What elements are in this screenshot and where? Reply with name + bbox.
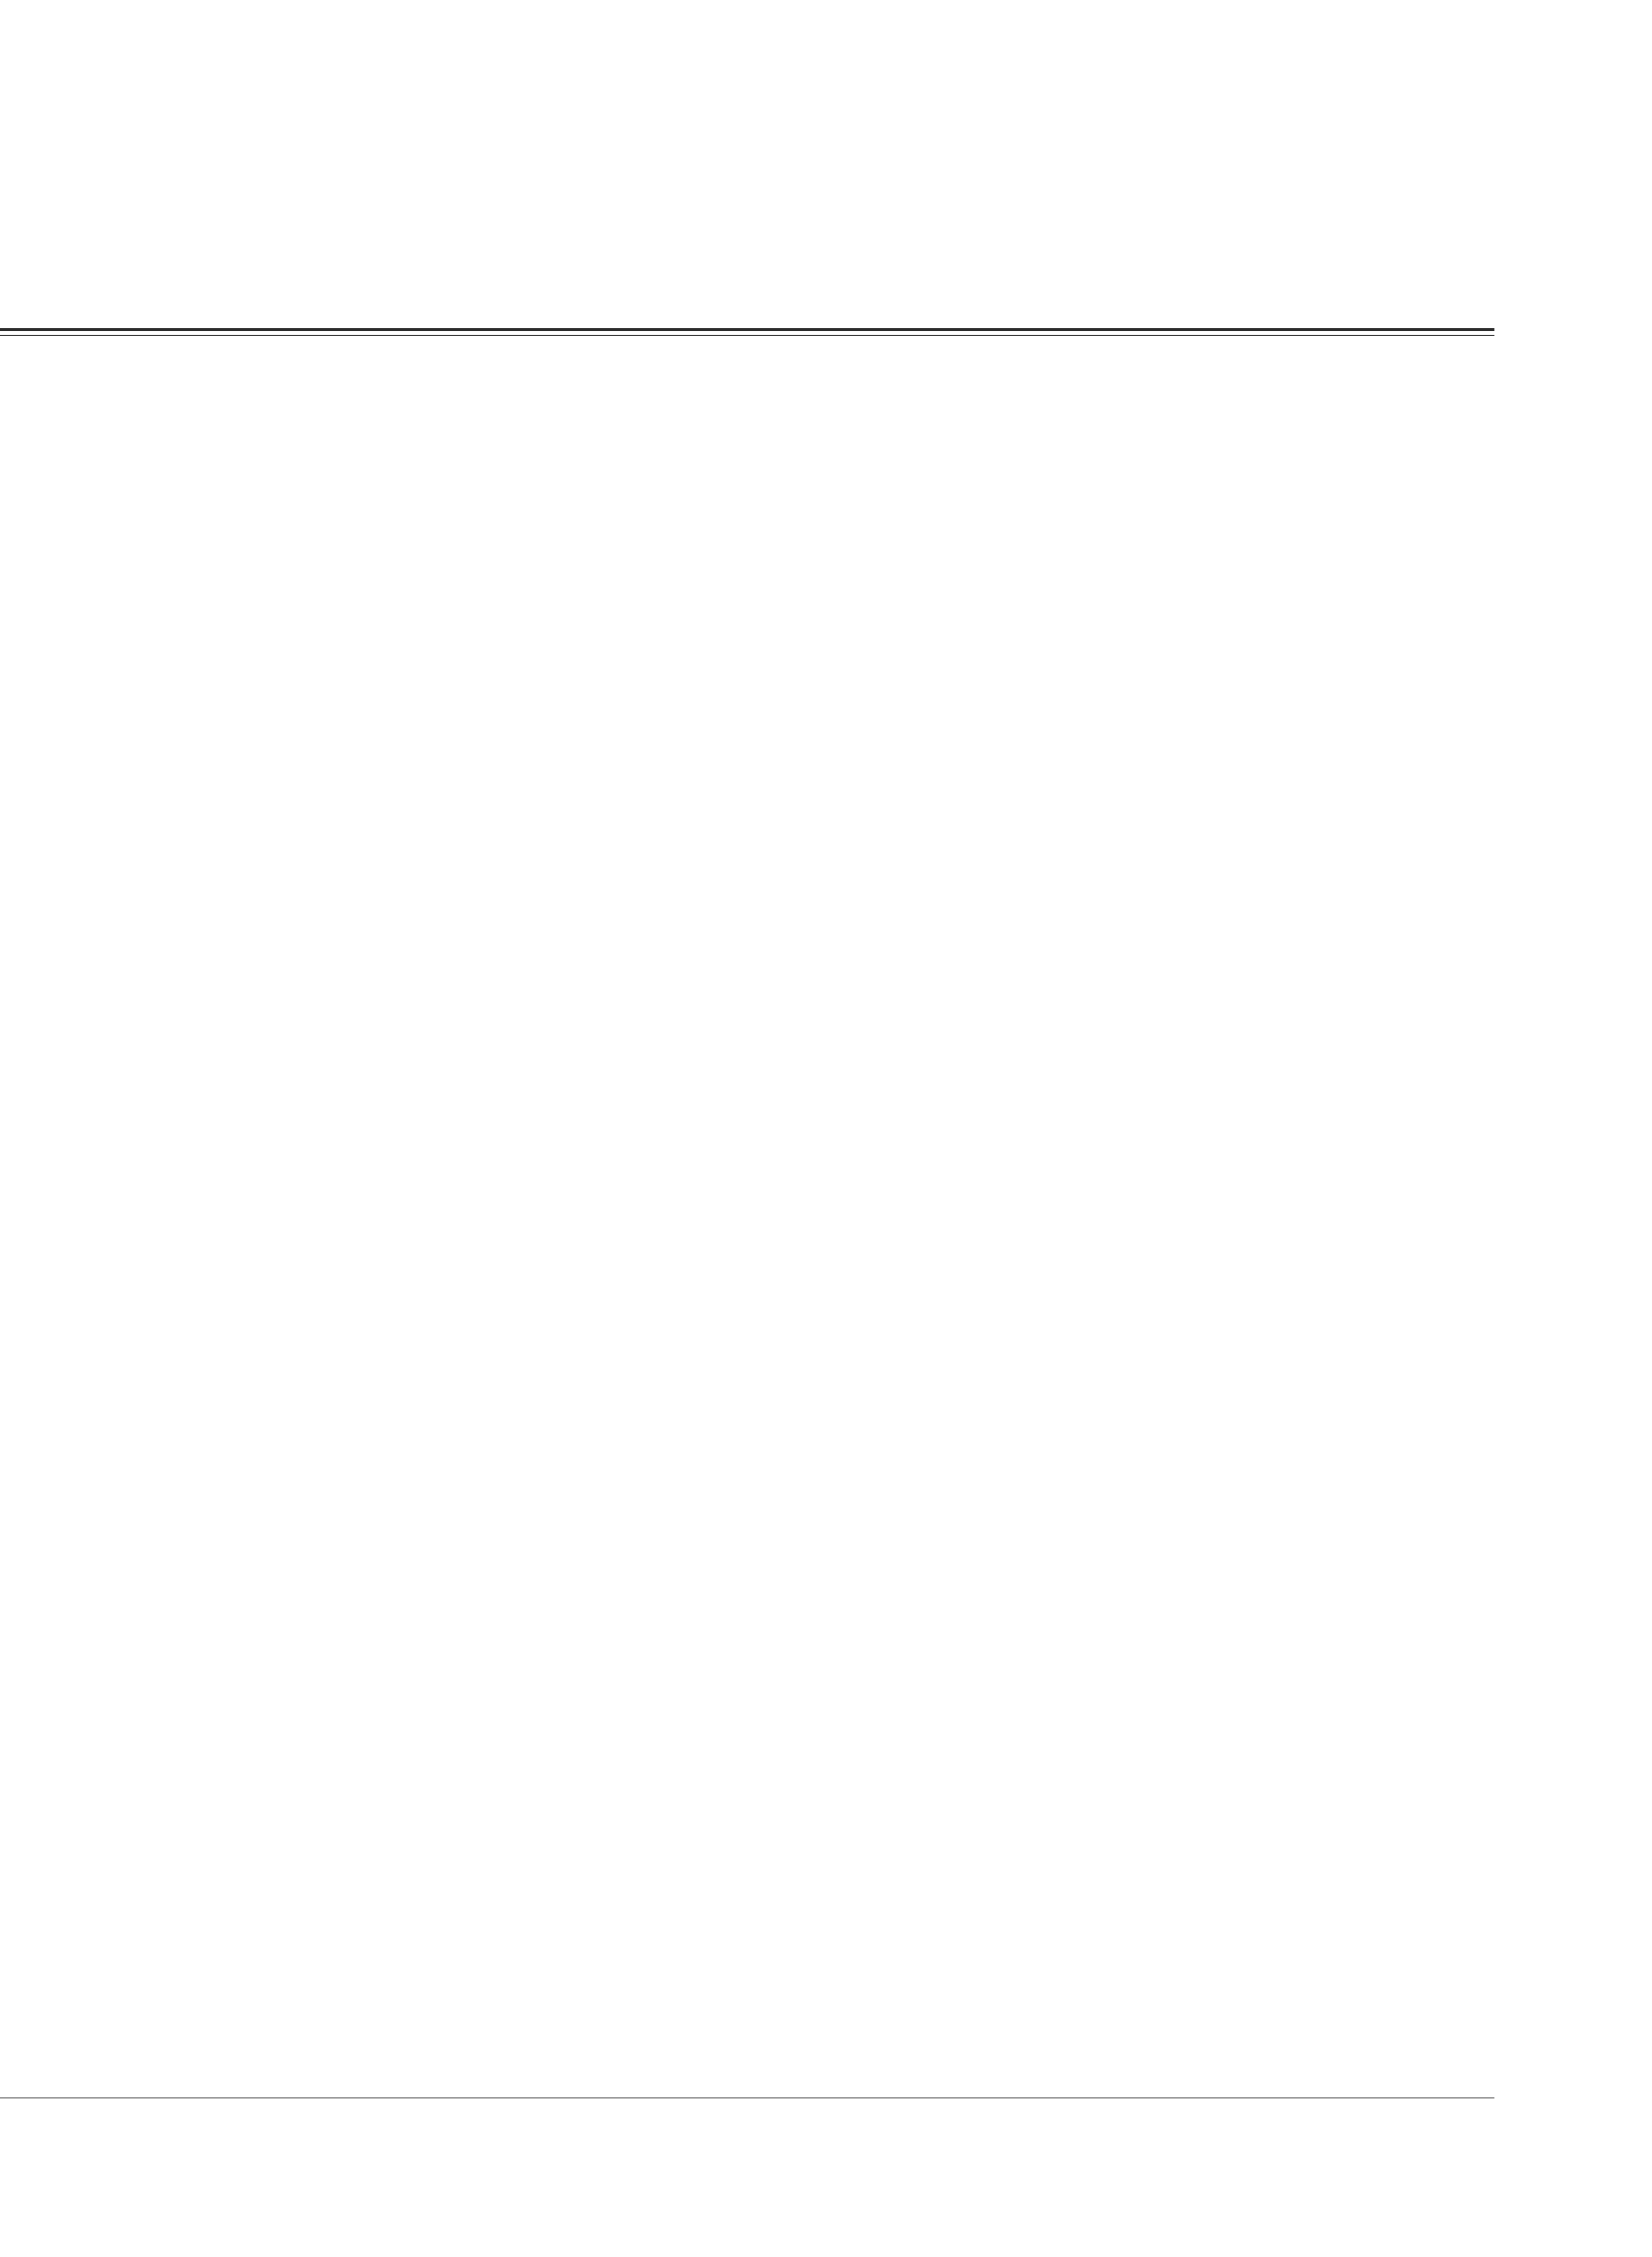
header-rule-thin — [0, 335, 1494, 336]
header-rule-thick — [0, 328, 1494, 331]
footer-rule — [0, 2097, 1494, 2098]
